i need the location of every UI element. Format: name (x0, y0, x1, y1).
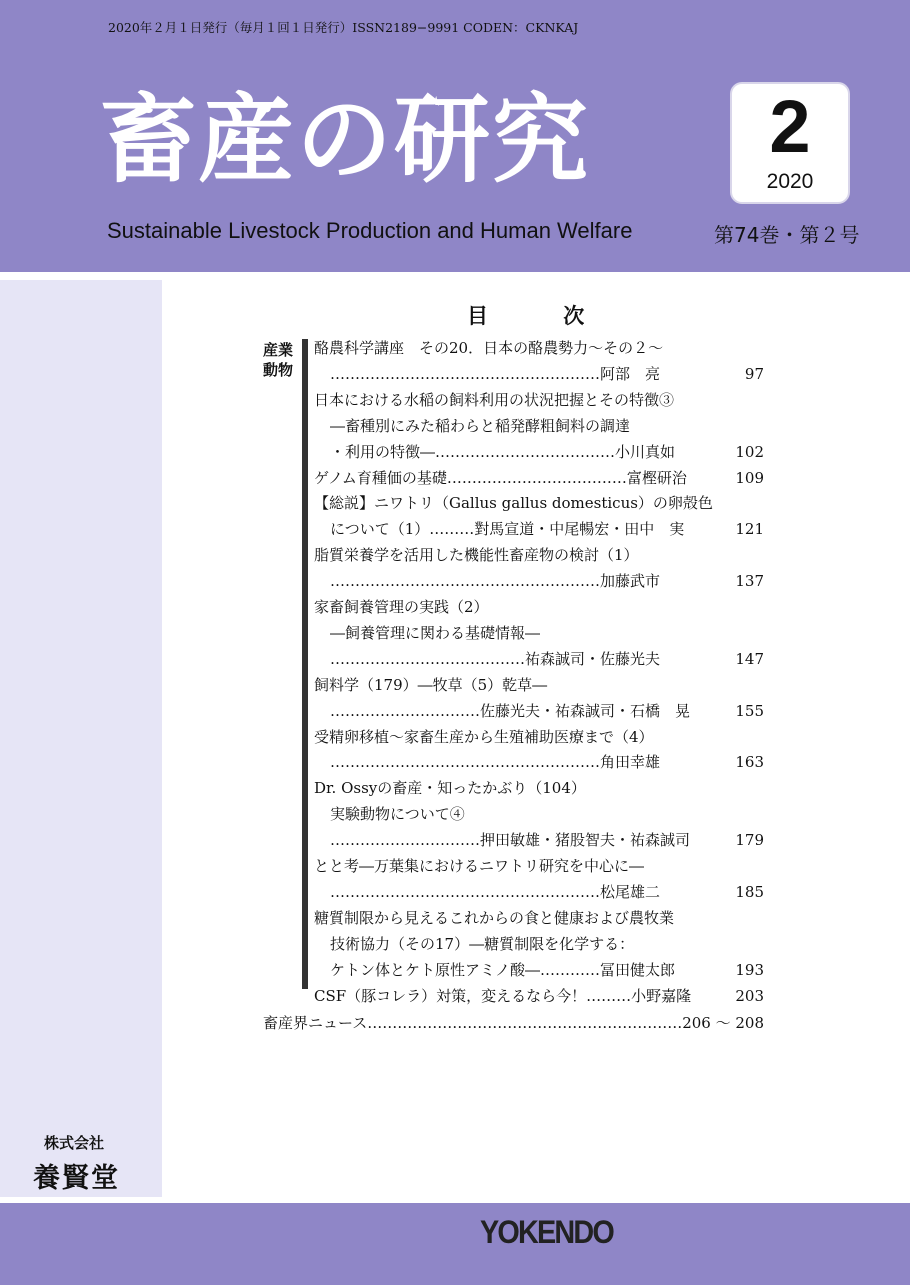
toc-row (314, 387, 764, 413)
toc-page-number: 147 (735, 649, 764, 668)
volume-label: 第74巻・第２号 (714, 223, 860, 247)
toc-row (314, 905, 764, 931)
publisher-logo: YOKENDO (480, 1214, 614, 1250)
toc-row[interactable] (314, 879, 764, 905)
toc-row (314, 594, 764, 620)
toc-entry-text: ………………………………………………加藤武市 (330, 572, 661, 591)
toc-page-number: 155 (735, 701, 764, 720)
publisher-subtitle: 株式会社 (44, 1134, 105, 1152)
toc-row[interactable] (314, 827, 764, 853)
toc-entry-text: …………………………………祐森誠司・佐藤光夫 (330, 649, 661, 668)
toc-row[interactable] (314, 698, 764, 724)
toc-entry-text: …………………………佐藤光夫・祐森誠司・石橋 晃 (330, 701, 691, 720)
toc-row[interactable] (314, 957, 764, 983)
toc-page-number: 193 (735, 960, 764, 979)
toc-row (314, 775, 764, 801)
toc-entry-text: CSF（豚コレラ）対策，変えるなら今！………小野嘉隆 (314, 986, 692, 1005)
toc-page-number: 203 (735, 986, 764, 1005)
toc-entry-text: 家畜飼養管理の実践（2） (314, 598, 489, 616)
journal-title: 畜産の研究 (100, 84, 590, 196)
toc-entry-text: ………………………………………………松尾雄二 (330, 882, 661, 901)
toc-entry-text: 糖質制限から見えるこれからの食と健康および農牧業 (314, 908, 675, 927)
toc-row (314, 853, 764, 879)
section-label: 産業 動物 (263, 341, 294, 379)
news-title: 畜産界ニュース……………………………………………………… (263, 1014, 683, 1032)
toc-entry-text: 【総説】ニワトリ（Gallus gallus domesticus）の卵殻色 (314, 494, 713, 513)
journal-subtitle: Sustainable Livestock Production and Human Welfare (107, 218, 633, 243)
toc-row[interactable] (314, 465, 764, 491)
toc-entry-text: 飼料学（179）―牧草（5）乾草― (314, 675, 548, 694)
issue-year: 2020 (766, 170, 814, 193)
toc-entry-text: 脂質栄養学を活用した機能性畜産物の検討（1） (314, 546, 639, 565)
side-panel (0, 280, 162, 1197)
toc-page-number: 185 (735, 882, 764, 901)
issue-line: 2020年２月１日発行（毎月１回１日発行）ISSN2189−9991 CODEN：CKNKAJ (108, 20, 579, 35)
toc-entry-text: ………………………………………………角田幸雄 (330, 753, 661, 772)
toc-entry-text: ―畜種別にみた稲わらと稲発酵粗飼料の調達 (330, 416, 631, 435)
toc-entry-text: ・利用の特徴―………………………………小川真如 (330, 442, 676, 461)
toc-row[interactable] (314, 361, 764, 387)
toc-entry-text: 受精卵移植〜家畜生産から生殖補助医療まで（4） (314, 727, 654, 746)
toc-row[interactable] (314, 568, 764, 594)
toc-entry-text: 実験動物について④ (330, 805, 465, 824)
toc-page-number: 163 (735, 753, 764, 772)
news-pages: 206 〜 208 (682, 1014, 764, 1032)
news-entry[interactable] (263, 1010, 764, 1036)
toc-entry-text: 酪農科学講座 その20．日本の酪農勢力〜その２〜 (314, 339, 664, 357)
section-bar (302, 339, 308, 989)
toc-row[interactable] (314, 516, 764, 542)
issue-badge (730, 82, 850, 204)
toc-entry-text: Dr. Ossyの畜産・知ったかぶり（104） (314, 779, 586, 798)
toc-entry-text: ―飼養管理に関わる基礎情報― (330, 623, 541, 642)
toc-page-number: 102 (735, 442, 764, 461)
toc-row (314, 620, 764, 646)
footer-band (0, 1203, 910, 1285)
toc-row[interactable] (314, 983, 764, 1009)
toc-row (314, 335, 764, 361)
publisher-name: 養賢堂 (33, 1163, 120, 1194)
toc-heading: 目 次 (467, 303, 619, 328)
toc-entry-text: …………………………押田敏雄・猪股智夫・祐森誠司 (330, 831, 691, 850)
toc-row[interactable] (314, 749, 764, 775)
issue-number: 2 (769, 85, 811, 168)
toc-page-number: 109 (735, 468, 764, 487)
toc-row (314, 490, 764, 516)
toc-row[interactable] (314, 646, 764, 672)
toc-row (314, 413, 764, 439)
toc-page-number: 121 (735, 520, 764, 539)
toc-entry-text: ゲノム育種価の基礎………………………………富樫研治 (314, 468, 687, 487)
toc-row (314, 724, 764, 750)
toc-row[interactable] (314, 439, 764, 465)
toc-page-number: 137 (735, 572, 764, 591)
toc-page-number: 179 (735, 831, 764, 850)
toc-row (314, 542, 764, 568)
toc-entry-text: ケトン体とケト原性アミノ酸―…………冨田健太郎 (330, 960, 676, 979)
toc-entry-text: ………………………………………………阿部 亮 (330, 364, 661, 383)
toc-entry-text: について（1）………對馬宣道・中尾暢宏・田中 実 (330, 520, 685, 539)
toc-entry-text: 日本における水稲の飼料利用の状況把握とその特徴③ (314, 390, 675, 409)
toc-row (314, 801, 764, 827)
toc-row (314, 931, 764, 957)
toc-entry-text: とと考―万葉集におけるニワトリ研究を中心に― (314, 857, 645, 875)
toc-entry-text: 技術協力（その17）―糖質制限を化学する： (330, 934, 635, 953)
toc-row (314, 672, 764, 698)
toc-page-number: 97 (744, 364, 764, 383)
